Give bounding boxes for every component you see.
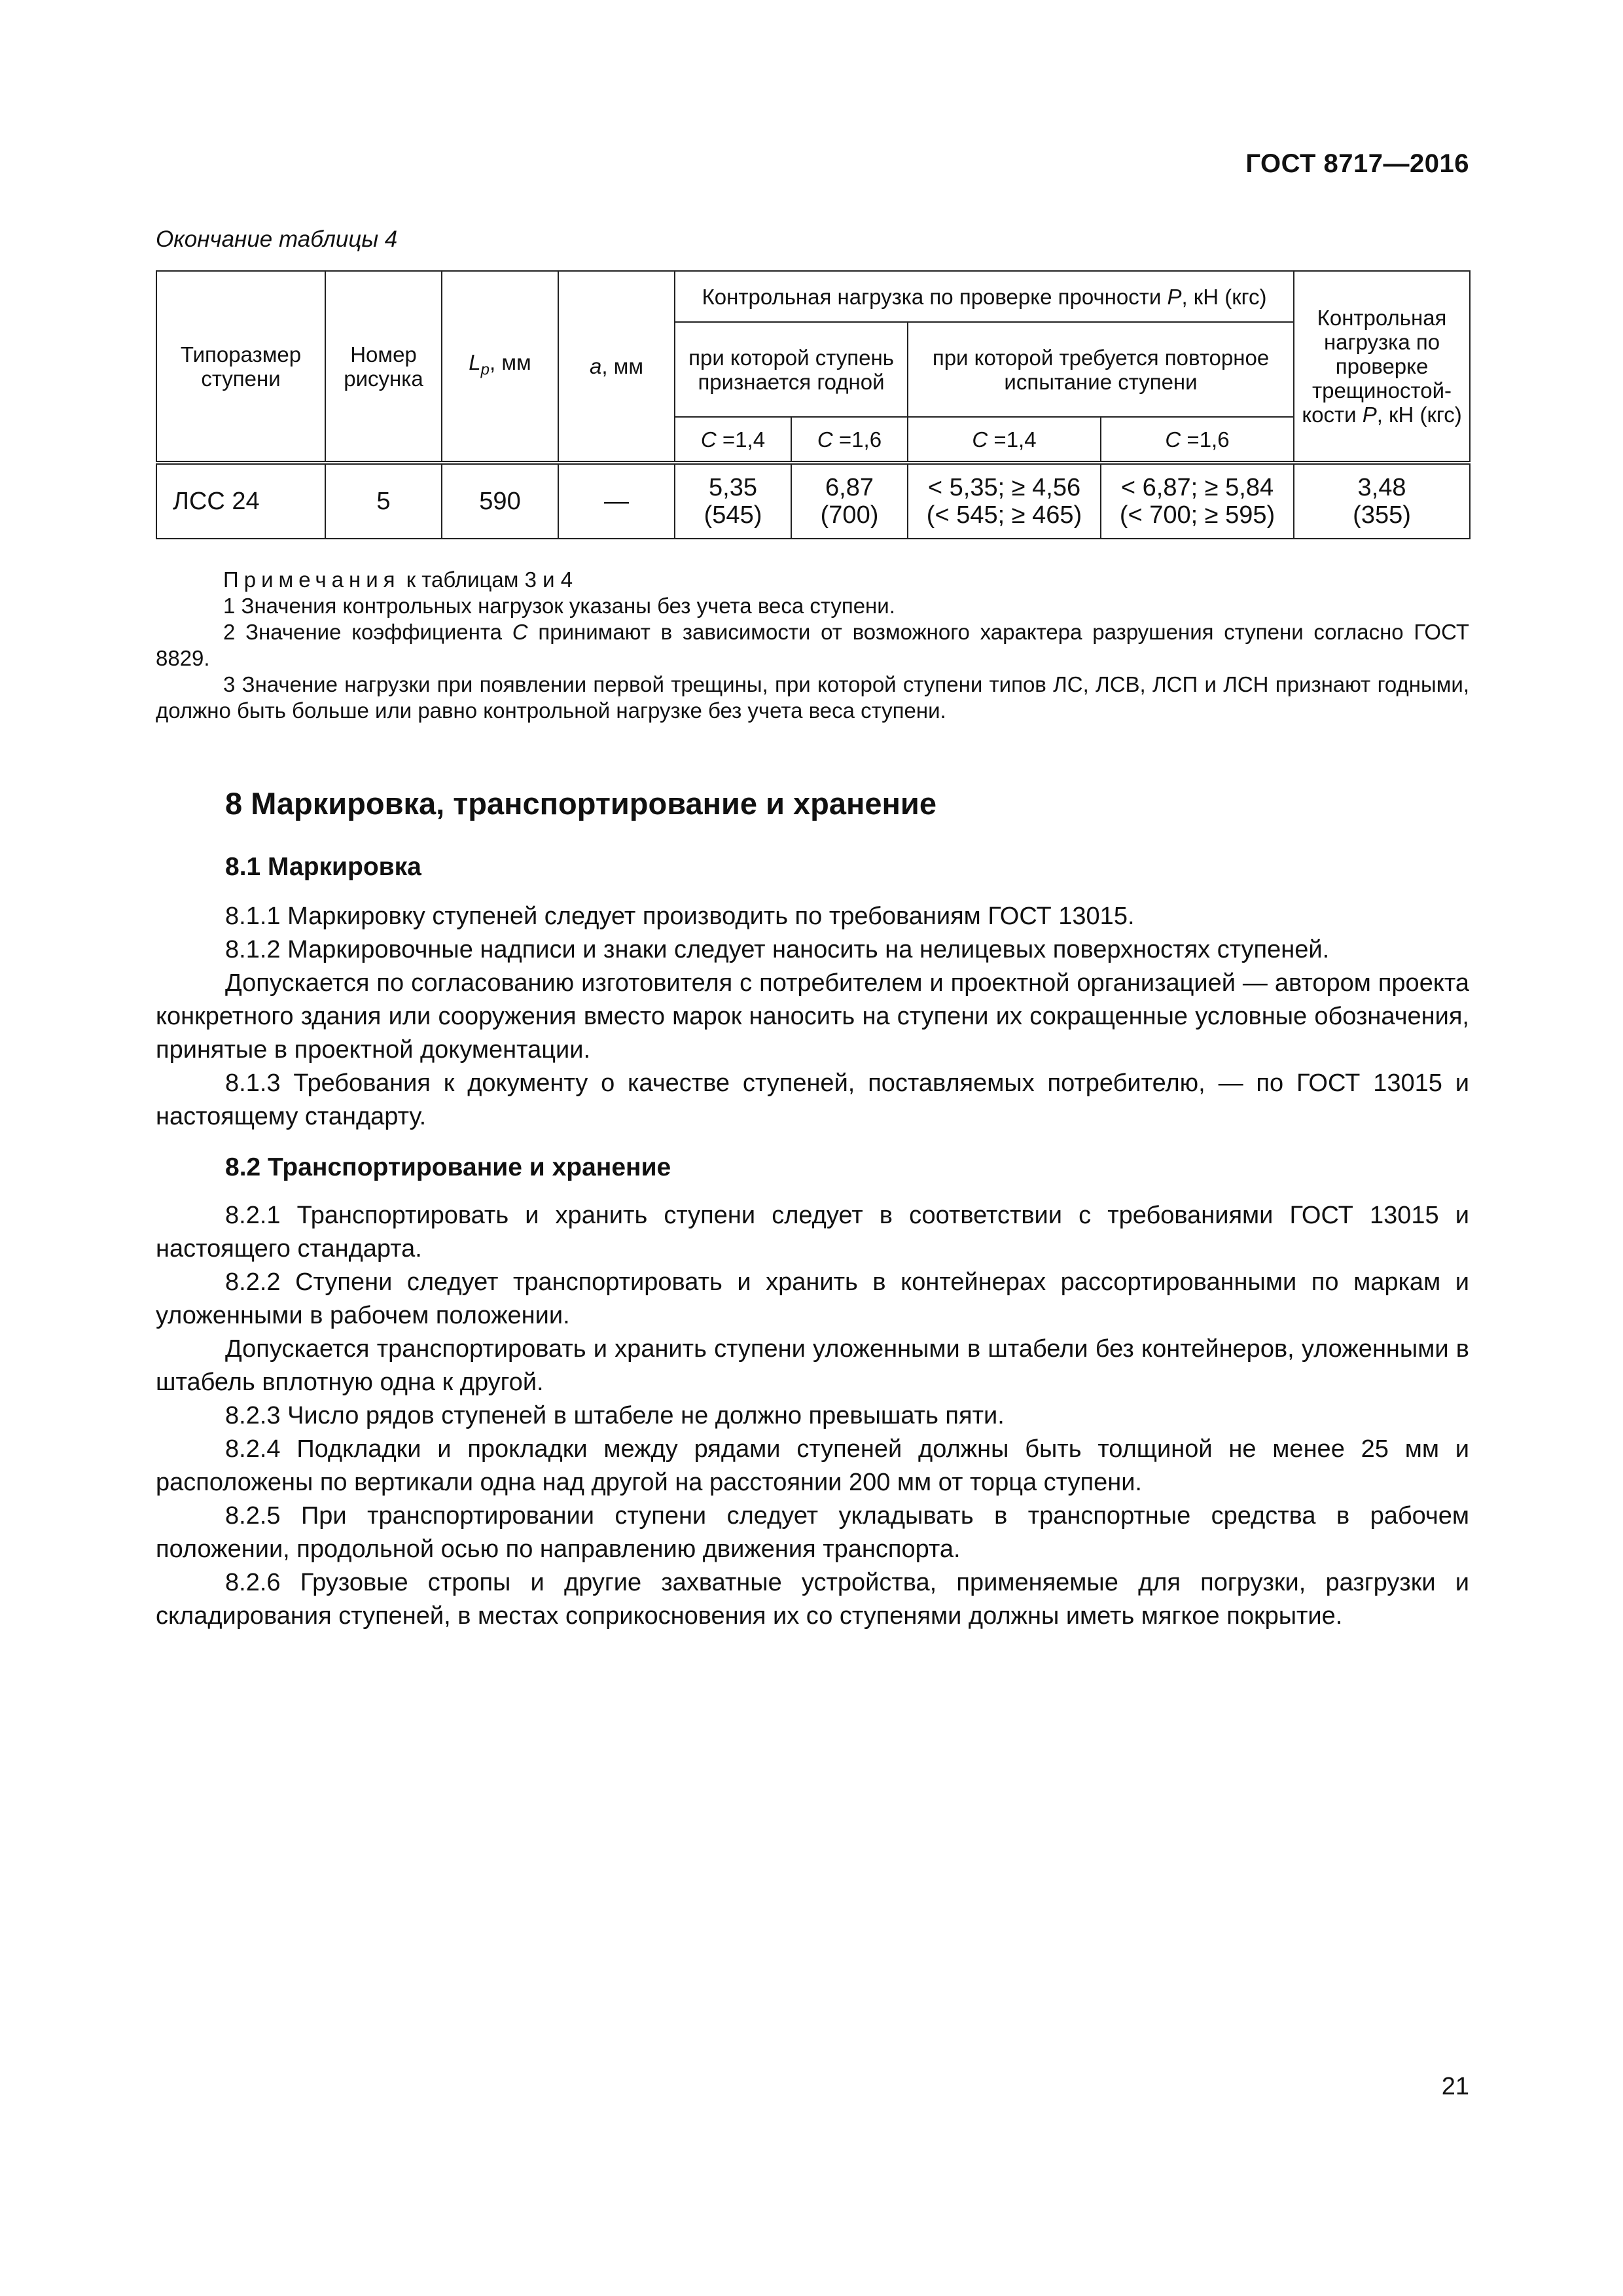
- paragraph-8-2-2-cont: Допускается транспортировать и хранить ступени уложенными в штабели без контейнеров, уложенными в штабель вплотную одна к другой.: [156, 1335, 1469, 1396]
- paragraph-8-1-2: 8.1.2 Маркировочные надписи и знаки следует наносить на нелицевых поверхностях ступеней.: [225, 936, 1330, 963]
- header-a: [558, 271, 675, 463]
- note-2-symbol: C: [512, 620, 528, 644]
- cell-value-kn: 5,35: [709, 474, 757, 501]
- cell-value-kn: 6,87: [825, 474, 874, 501]
- c-symbol: C: [1165, 427, 1181, 452]
- section-8-2-body: [156, 1199, 1469, 1633]
- c-value: =1,4: [716, 427, 766, 452]
- cell-value-kgs: (355): [1353, 501, 1411, 529]
- header-retest-c14: [908, 417, 1101, 463]
- note-2-text: принимают в зависимости от возможного характера разрушения ступени согласно ГОСТ 8829.: [156, 620, 1469, 670]
- section-8-1-title: 8.1 Маркировка: [225, 853, 421, 881]
- c-symbol: C: [700, 427, 717, 452]
- strength-label: Контрольная нагрузка по проверке прочности: [702, 284, 1168, 309]
- page-number: 21: [1441, 2073, 1469, 2100]
- paragraph-8-1-1: 8.1.1 Маркировку ступеней следует производить по требованиям ГОСТ 13015.: [225, 903, 1135, 930]
- header-fit: при которой ступень признается годной: [675, 322, 908, 417]
- lp-unit: , мм: [490, 350, 531, 375]
- c-value: =1,4: [988, 427, 1037, 452]
- paragraph-8-2-2: 8.2.2 Ступени следует транспортировать и хранить в контейнерах рассортированными по маркам и уложенными в рабочем положении.: [156, 1268, 1469, 1329]
- section-8-1-body: [156, 900, 1469, 1134]
- crack-p-symbol: P: [1362, 403, 1377, 427]
- notes-title-rest: к таблицам 3 и 4: [400, 567, 573, 592]
- section-8-2-title: 8.2 Транспортирование и хранение: [225, 1153, 671, 1181]
- header-fit-c16: [791, 417, 908, 463]
- c-symbol: C: [817, 427, 833, 452]
- cell-a: —: [558, 463, 675, 539]
- cell-fit-c16: [791, 463, 908, 539]
- table-header-row-1: [156, 271, 1470, 322]
- cell-size: ЛСС 24: [156, 463, 325, 539]
- lp-symbol: L: [469, 350, 481, 375]
- cell-value-kgs: (< 545; ≥ 465): [926, 501, 1082, 529]
- c-value: =1,6: [1181, 427, 1230, 452]
- header-size: Типоразмер ступени: [156, 271, 325, 463]
- header-lp: [442, 271, 558, 463]
- cell-retest-c16: [1101, 463, 1294, 539]
- crack-unit: , кН (кгс): [1376, 403, 1462, 427]
- note-1: 1 Значения контрольных нагрузок указаны без учета веса ступени.: [223, 594, 895, 618]
- header-retest-c16: [1101, 417, 1294, 463]
- cell-fit-c14: [675, 463, 791, 539]
- header-retest: при которой требуется повторное испытание ступени: [908, 322, 1294, 417]
- section-8-title: 8 Маркировка, транспортирование и хранение: [225, 786, 936, 821]
- paragraph-8-1-2-cont: Допускается по согласованию изготовителя с потребителем и проектной организацией — автором проекта конкретного здания или сооружения вместо марок наносить на ступени их сокращенные условные обозначения, принятые в проектной документации.: [156, 969, 1469, 1064]
- c-symbol: C: [972, 427, 988, 452]
- header-figure: Номер рисунка: [325, 271, 442, 463]
- table-caption: Окончание таблицы 4: [156, 226, 398, 252]
- paragraph-8-2-6: 8.2.6 Грузовые стропы и другие захватные устройства, применяемые для погрузки, разгрузки и складирования ступеней, в местах соприкосновения их со ступенями должны иметь мягкое покрытие.: [156, 1569, 1469, 1630]
- strength-p-symbol: P: [1167, 284, 1182, 309]
- table-row: [156, 463, 1470, 539]
- cell-lp: 590: [442, 463, 558, 539]
- document-code: ГОСТ 8717—2016: [1245, 149, 1469, 178]
- notes-title-word: Примечания: [223, 567, 401, 592]
- a-unit: , мм: [601, 354, 644, 378]
- header-fit-c14: [675, 417, 791, 463]
- note-2: [156, 619, 1469, 672]
- note-2-text: 2 Значение коэффициента: [223, 620, 512, 644]
- paragraph-8-1-3: 8.1.3 Требования к документу о качестве ступеней, поставляемых потребителю, — по ГОСТ 13015 и настоящему стандарту.: [156, 1069, 1469, 1130]
- cell-crack: [1294, 463, 1470, 539]
- cell-value-kn: 3,48: [1357, 474, 1406, 501]
- cell-figure: 5: [325, 463, 442, 539]
- notes-title: [156, 567, 1469, 593]
- table-notes: [156, 567, 1469, 724]
- crack-label: Контрольная нагрузка по проверке трещиностой-кости: [1302, 306, 1452, 427]
- load-table: [156, 270, 1471, 539]
- paragraph-8-2-1: 8.2.1 Транспортировать и хранить ступени следует в соответствии с требованиями ГОСТ 13015 и настоящего стандарта.: [156, 1202, 1469, 1263]
- cell-value-kn: < 6,87; ≥ 5,84: [1120, 474, 1274, 501]
- header-crack-load: [1294, 271, 1470, 463]
- cell-retest-c14: [908, 463, 1101, 539]
- c-value: =1,6: [832, 427, 882, 452]
- cell-value-kgs: (545): [704, 501, 762, 529]
- lp-subscript: p: [480, 361, 490, 379]
- strength-unit: , кН (кгс): [1181, 284, 1267, 309]
- paragraph-8-2-3: 8.2.3 Число рядов ступеней в штабеле не должно превышать пяти.: [225, 1402, 1005, 1429]
- paragraph-8-2-4: 8.2.4 Подкладки и прокладки между рядами ступеней должны быть толщиной не менее 25 мм и расположены по вертикали одна над другой на расстоянии 200 мм от торца ступени.: [156, 1435, 1469, 1496]
- a-symbol: a: [589, 354, 602, 378]
- cell-value-kgs: (< 700; ≥ 595): [1119, 501, 1275, 529]
- header-strength-load: [675, 271, 1294, 322]
- cell-value-kgs: (700): [820, 501, 879, 529]
- note-3: 3 Значение нагрузки при появлении первой трещины, при которой ступени типов ЛС, ЛСВ, ЛСП и ЛСН признают годными, должно быть больше или равно контрольной нагрузке без учета веса ступени.: [156, 672, 1469, 723]
- paragraph-8-2-5: 8.2.5 При транспортировании ступени следует укладывать в транспортные средства в рабочем положении, продольной осью по направлению движения транспорта.: [156, 1502, 1469, 1563]
- cell-value-kn: < 5,35; ≥ 4,56: [927, 474, 1081, 501]
